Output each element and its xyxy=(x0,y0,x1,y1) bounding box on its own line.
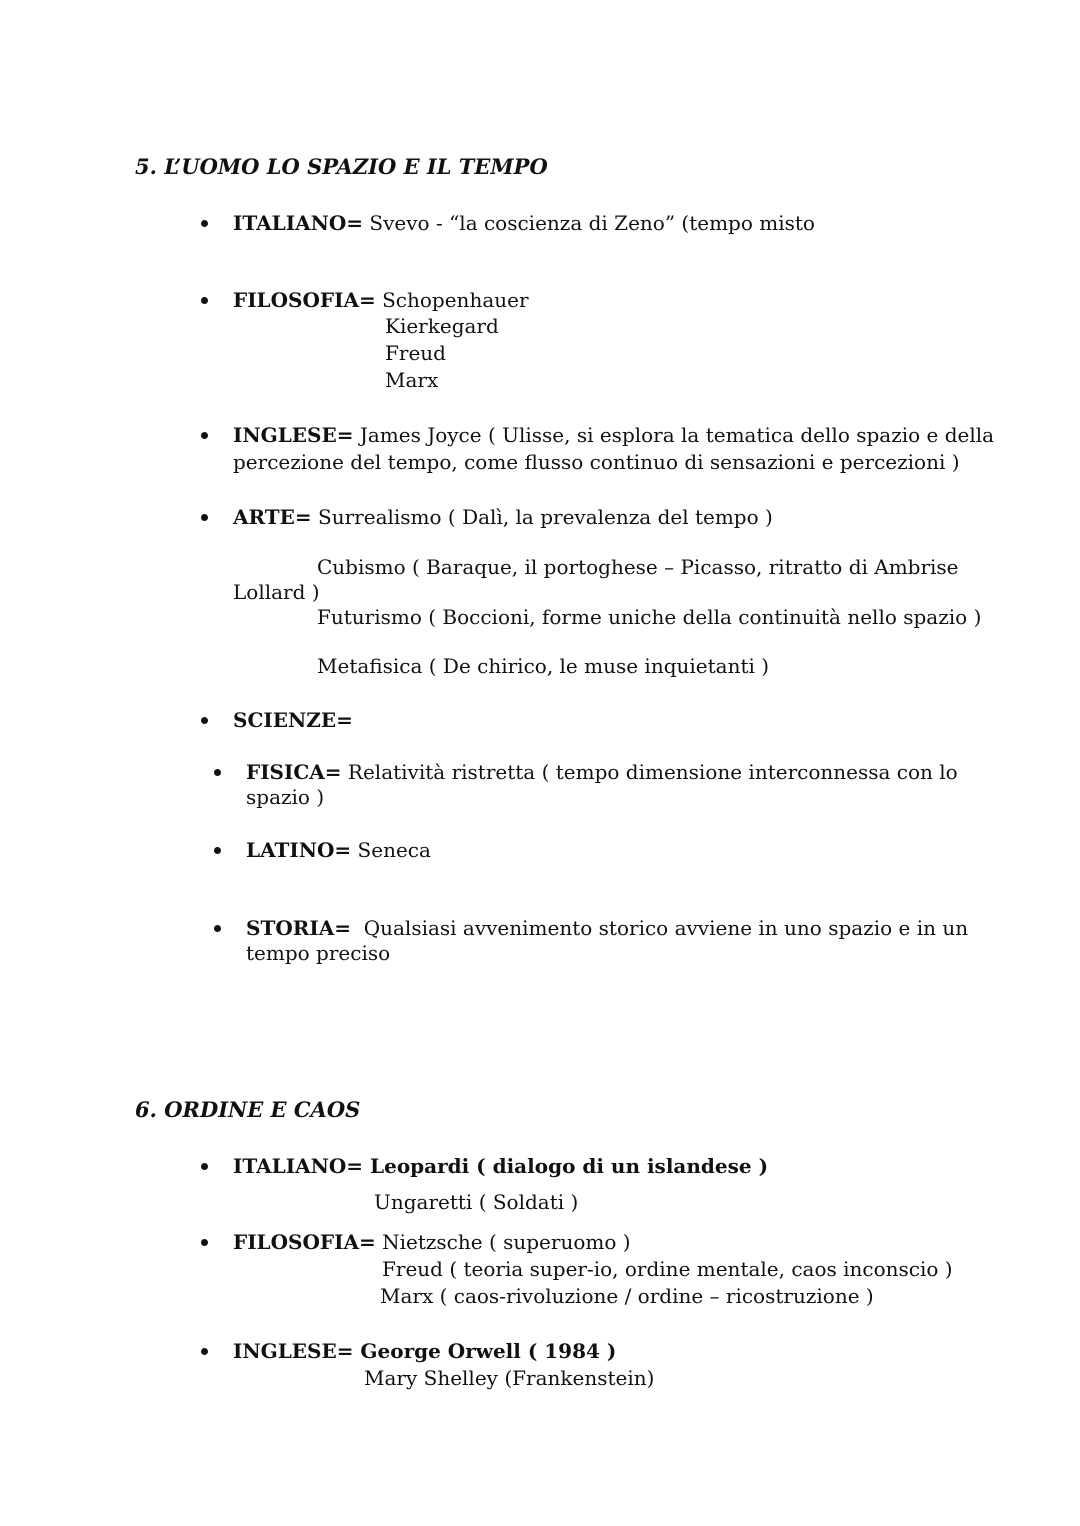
bullet xyxy=(201,220,208,227)
section-6-title: 6. ORDINE E CAOS xyxy=(135,1097,361,1122)
filosofia-5 xyxy=(233,287,529,313)
scienze-label: SCIENZE= xyxy=(233,708,353,732)
arte-futurismo: Futurismo ( Boccioni, forme uniche della continuità nello spazio ) xyxy=(317,605,982,629)
filosofia-item: Freud xyxy=(385,341,446,365)
fisica-5 xyxy=(246,759,958,785)
bullet xyxy=(214,769,221,776)
filosofia-item: Schopenhauer xyxy=(382,288,529,312)
arte-cubismo: Cubismo ( Baraque, il portoghese – Picasso, ritratto di Ambrise xyxy=(317,555,959,579)
storia-text-cont: tempo preciso xyxy=(246,941,391,965)
bullet xyxy=(201,514,208,521)
fisica-text-cont: spazio ) xyxy=(246,785,325,809)
latino-5 xyxy=(246,837,431,863)
arte-label: ARTE= xyxy=(233,505,312,529)
fisica-label: FISICA= xyxy=(246,760,342,784)
filosofia-6 xyxy=(233,1229,631,1255)
arte-5 xyxy=(233,504,773,530)
storia-text: Qualsiasi avvenimento storico avviene in uno spazio e in un xyxy=(351,916,969,940)
section-5-title: 5. L’UOMO LO SPAZIO E IL TEMPO xyxy=(135,154,548,179)
italiano-label: ITALIANO= xyxy=(233,1154,364,1178)
bullet xyxy=(201,1163,208,1170)
inglese-text-cont: percezione del tempo, come flusso continuo di sensazioni e percezioni ) xyxy=(233,450,960,474)
bullet xyxy=(201,1239,208,1246)
arte-surrealismo: Surrealismo ( Dalì, la prevalenza del tempo ) xyxy=(311,505,773,529)
bullet xyxy=(201,297,208,304)
inglese-label: INGLESE= xyxy=(233,1339,354,1363)
inglese-item: Mary Shelley (Frankenstein) xyxy=(364,1366,655,1390)
filosofia-label: FILOSOFIA= xyxy=(233,288,376,312)
italiano-6 xyxy=(233,1153,768,1179)
bullet xyxy=(201,1348,208,1355)
italiano-label: ITALIANO= xyxy=(233,211,364,235)
italiano-item: Ungaretti ( Soldati ) xyxy=(374,1190,579,1214)
storia-5 xyxy=(246,915,968,941)
italiano-text: Svevo - “la coscienza di Zeno” (tempo misto xyxy=(363,211,815,235)
italiano-text: Leopardi ( dialogo di un islandese ) xyxy=(363,1154,769,1178)
inglese-5 xyxy=(233,422,994,448)
inglese-text: James Joyce ( Ulisse, si esplora la tematica dello spazio e della xyxy=(353,423,995,447)
arte-cubismo-cont: Lollard ) xyxy=(233,580,320,604)
latino-label: LATINO= xyxy=(246,838,352,862)
bullet xyxy=(214,925,221,932)
filosofia-text: Nietzsche ( superuomo ) xyxy=(375,1230,631,1254)
inglese-text: George Orwell ( 1984 ) xyxy=(353,1339,617,1363)
filosofia-item: Marx ( caos-rivoluzione / ordine – ricostruzione ) xyxy=(380,1284,874,1308)
inglese-6 xyxy=(233,1338,616,1364)
filosofia-item: Marx xyxy=(385,368,439,392)
latino-text: Seneca xyxy=(351,838,431,862)
bullet xyxy=(201,717,208,724)
bullet xyxy=(214,847,221,854)
filosofia-item: Kierkegard xyxy=(385,314,499,338)
italiano-5 xyxy=(233,210,815,236)
filosofia-item: Freud ( teoria super-io, ordine mentale, caos inconscio ) xyxy=(382,1257,953,1281)
inglese-label: INGLESE= xyxy=(233,423,354,447)
bullet xyxy=(201,432,208,439)
arte-metafisica: Metafisica ( De chirico, le muse inquietanti ) xyxy=(317,654,770,678)
filosofia-label: FILOSOFIA= xyxy=(233,1230,376,1254)
fisica-text: Relatività ristretta ( tempo dimensione interconnessa con lo xyxy=(341,760,958,784)
storia-label: STORIA= xyxy=(246,916,351,940)
